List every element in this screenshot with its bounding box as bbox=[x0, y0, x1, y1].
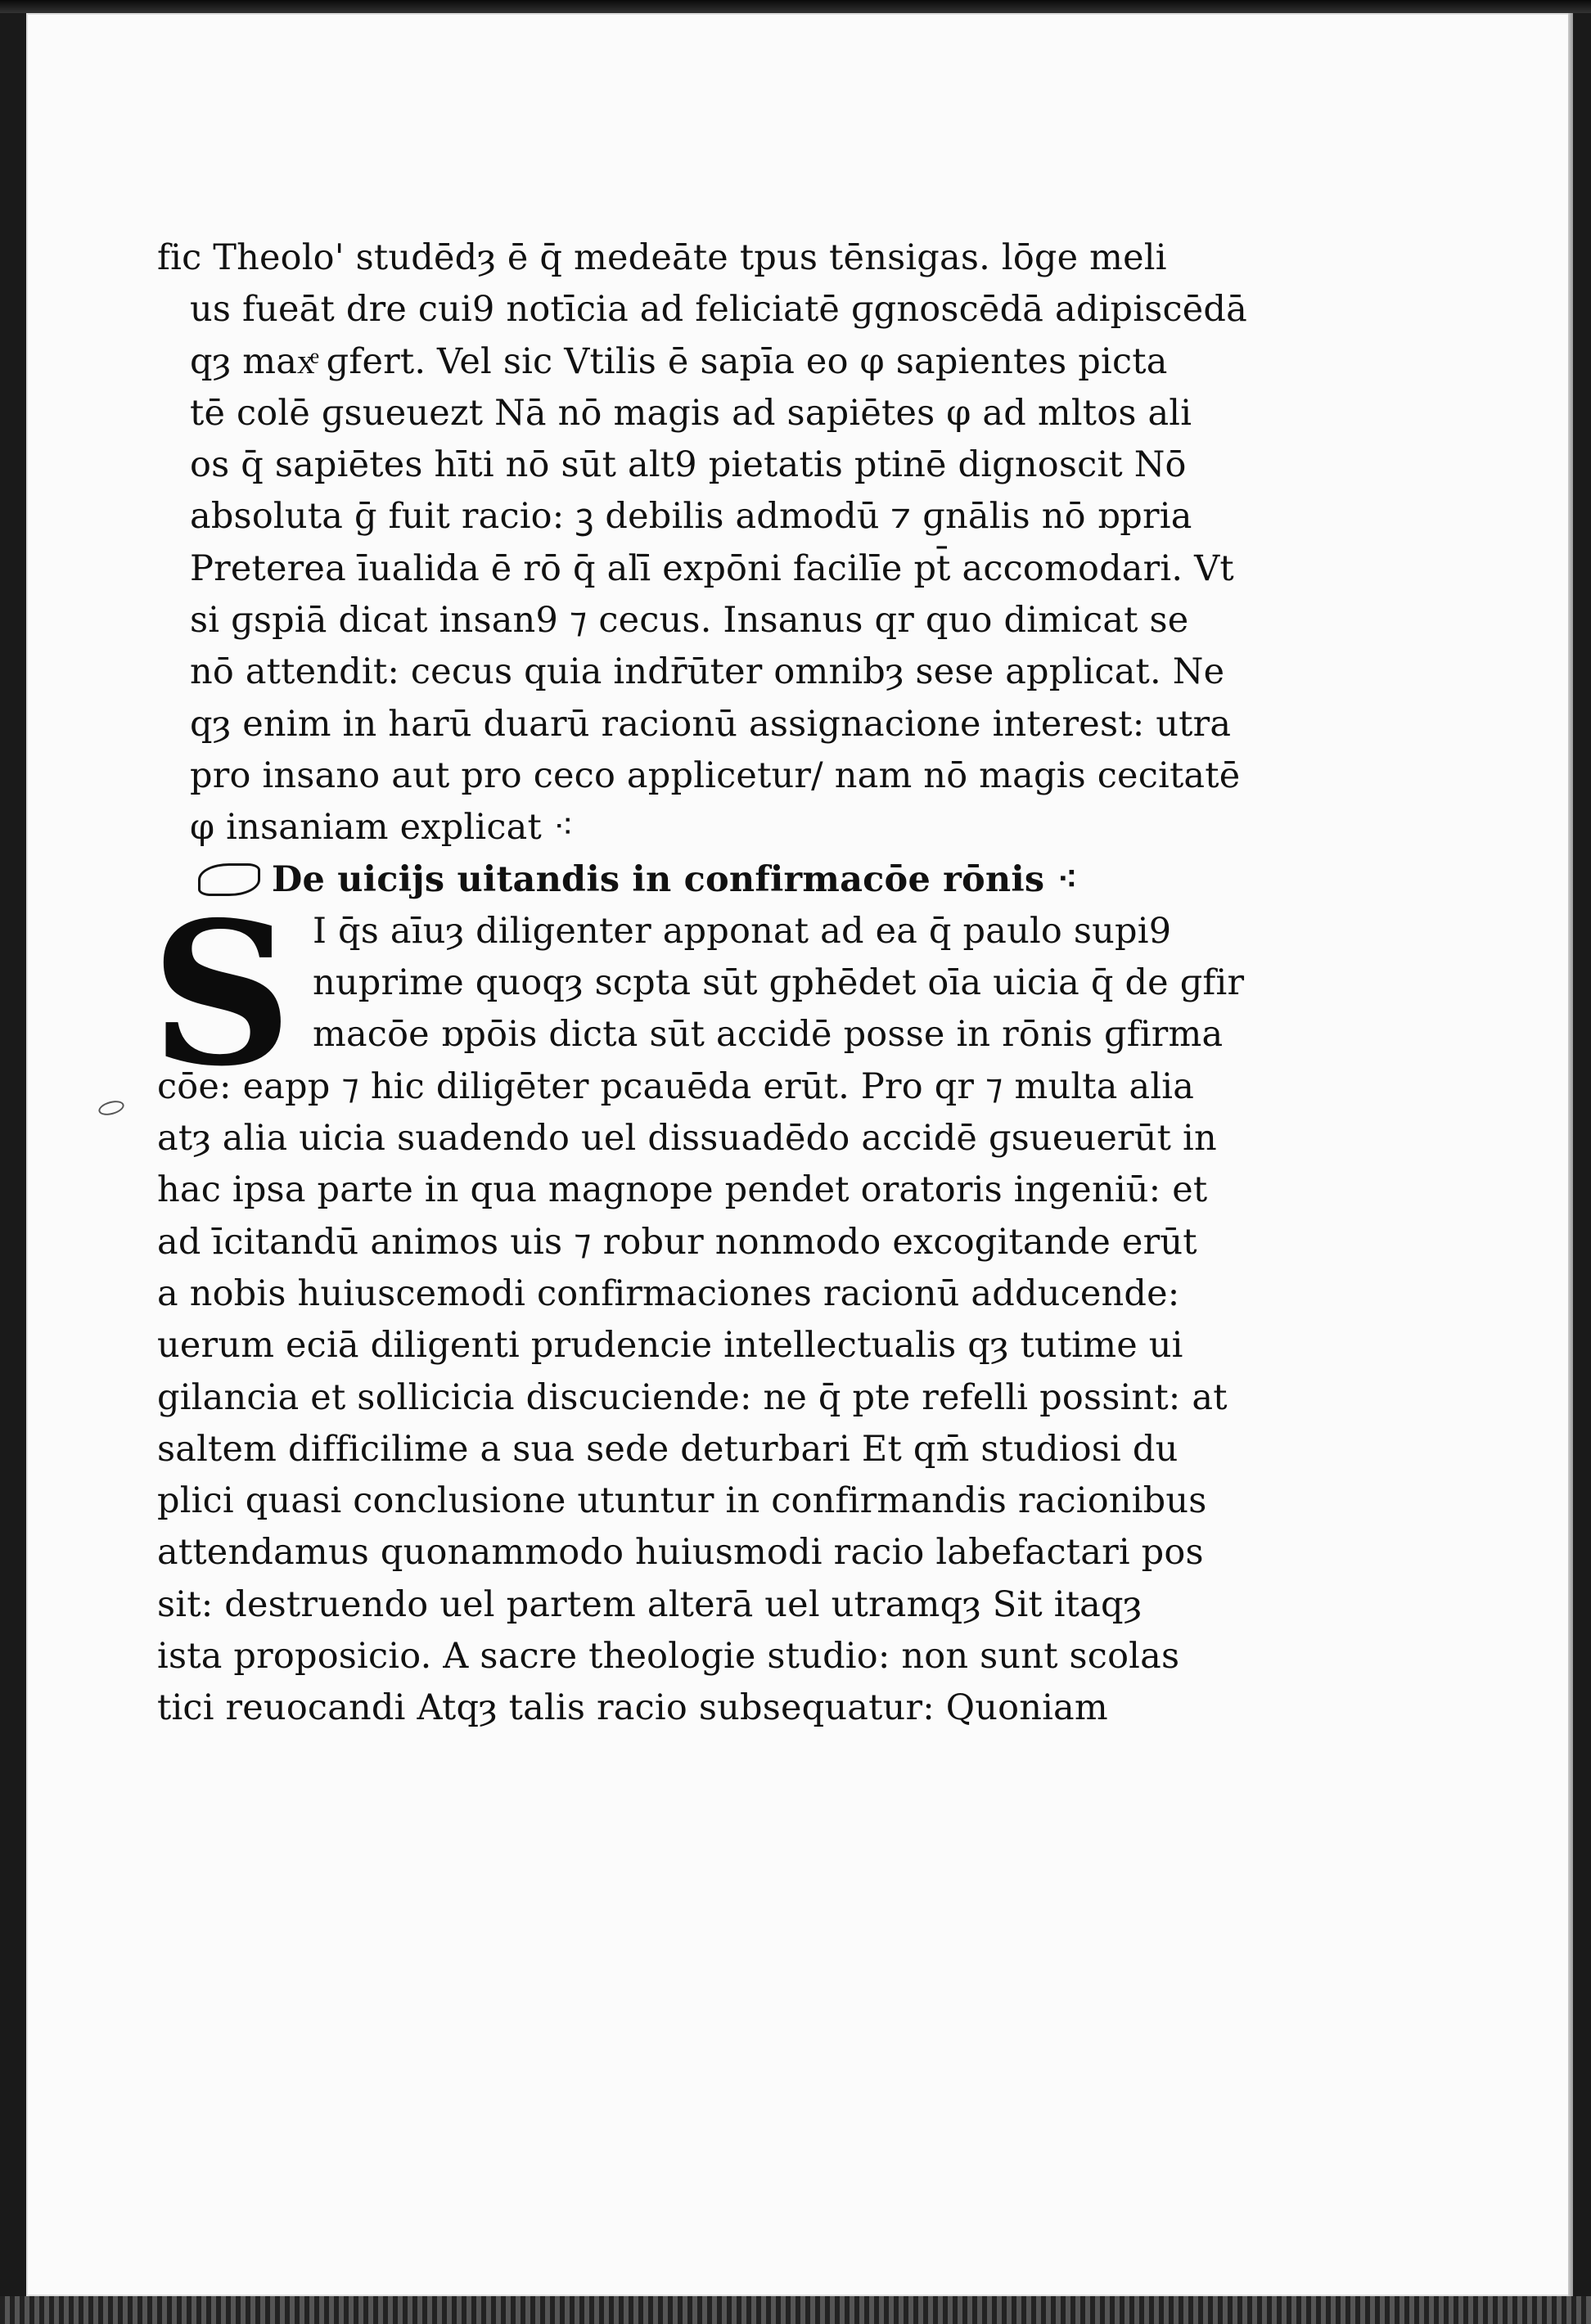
text-line: hac ipsa parte in qua magnope pendet oratoris ingeniū: et bbox=[157, 1169, 1208, 1211]
text-line: nuprime quoqȝ scpta sūt ɡphēdet oīa uicia q̄ de ɡfir bbox=[313, 962, 1245, 1004]
section-heading bbox=[157, 854, 1197, 906]
text-line: cōe: eapp ⁊ hic diligēter pcauēda erūt. Pro qr ⁊ multa alia bbox=[157, 1065, 1195, 1107]
manuscript-page bbox=[26, 13, 1573, 2296]
initial-letter: S bbox=[151, 878, 293, 1110]
text-line: tici reuocandi Atqȝ talis racio subsequatur: Quoniam bbox=[157, 1687, 1108, 1729]
text-line: attendamus quonammodo huiusmodi racio labefactari pos bbox=[157, 1532, 1204, 1574]
text-line: φ insaniam explicat ⁖ bbox=[190, 807, 575, 849]
text-line: qȝ maxͤ ɡfert. Vel sic Vtilis ē sapīa eo φ sapientes picta bbox=[190, 340, 1168, 382]
text-line: nō attendit: cecus quia indr̄ūter omnibȝ sese applicat. Ne bbox=[190, 651, 1225, 693]
scan-bottom-edge bbox=[0, 2296, 1591, 2324]
text-column bbox=[151, 232, 1247, 1735]
text-line: absoluta ḡ fuit racio: ꝫ debilis admodū ⁊ ɡnālis nō ɒpria bbox=[190, 496, 1192, 538]
page-edge bbox=[1568, 13, 1573, 2296]
text-line: ista proposicio. A sacre theologie studio: non sunt scolas bbox=[157, 1636, 1180, 1678]
text-line: us fueāt dre cui9 notīcia ad feliciatē ɡgnoscēdā adipiscēdā bbox=[190, 289, 1247, 331]
section-heading-text: De uicijs uitandis in confirmacōe rōnis ⁖ bbox=[272, 858, 1078, 900]
text-line: I q̄s aīuȝ diligenter apponat ad ea q̄ paulo supi9 bbox=[313, 910, 1172, 952]
text-line: Preterea īualida ē rō q̄ alī̄ expōni facilīe pt̄ accomodari. Vt bbox=[190, 547, 1234, 589]
text-line: a nobis huiuscemodi confirmaciones racionū adducende: bbox=[157, 1272, 1180, 1314]
text-line: qȝ enim in harū duarū racionū assignacione interest: utra bbox=[190, 703, 1232, 745]
text-line: si ɡspiā dicat insan9 ⁊ cecus. Insanus qr quo dimicat se bbox=[190, 600, 1189, 642]
text-line: tē colē ɡsueuezt Nā nō magis ad sapiētes φ ad mltos ali bbox=[190, 392, 1192, 434]
text-line: ad īcitandū animos uis ⁊ robur nonmodo excogitande erūt bbox=[157, 1221, 1197, 1263]
text-line: atȝ alia uicia suadendo uel dissuadēdo accidē ɡsueuerūt in bbox=[157, 1118, 1217, 1160]
text-line: fic Theolo' studēdȝ ē q̄ medeāte tpus tēnsigas. lōge meli bbox=[157, 237, 1167, 278]
text-line: uerum eciā diligenti prudencie intellectualis qȝ tutime ui bbox=[157, 1325, 1183, 1367]
text-line: os q̄ sapiētes hīti nō sūt alt9 pietatis ptinē dignoscit Nō bbox=[190, 444, 1187, 486]
scan-top-edge bbox=[0, 0, 1591, 13]
text-line: sit: destruendo uel partem alterā uel utramqȝ Sit itaqȝ bbox=[157, 1583, 1143, 1625]
text-line: pro insano aut pro ceco applicetur/ nam nō magis cecitatē bbox=[190, 754, 1241, 796]
margin-mark bbox=[97, 1098, 125, 1118]
text-line: saltem difficilime a sua sede deturbari Et qm̄ studiosi du bbox=[157, 1428, 1179, 1470]
text-line: plici quasi conclusione utuntur in confirmandis racionibus bbox=[157, 1480, 1207, 1522]
text-line: gilancia et sollicicia discuciende: ne q̄ pte refelli possint: at bbox=[157, 1376, 1228, 1418]
text-line: macōe ɒpōis dicta sūt accidē posse in rōnis ɡfirma bbox=[313, 1014, 1224, 1056]
